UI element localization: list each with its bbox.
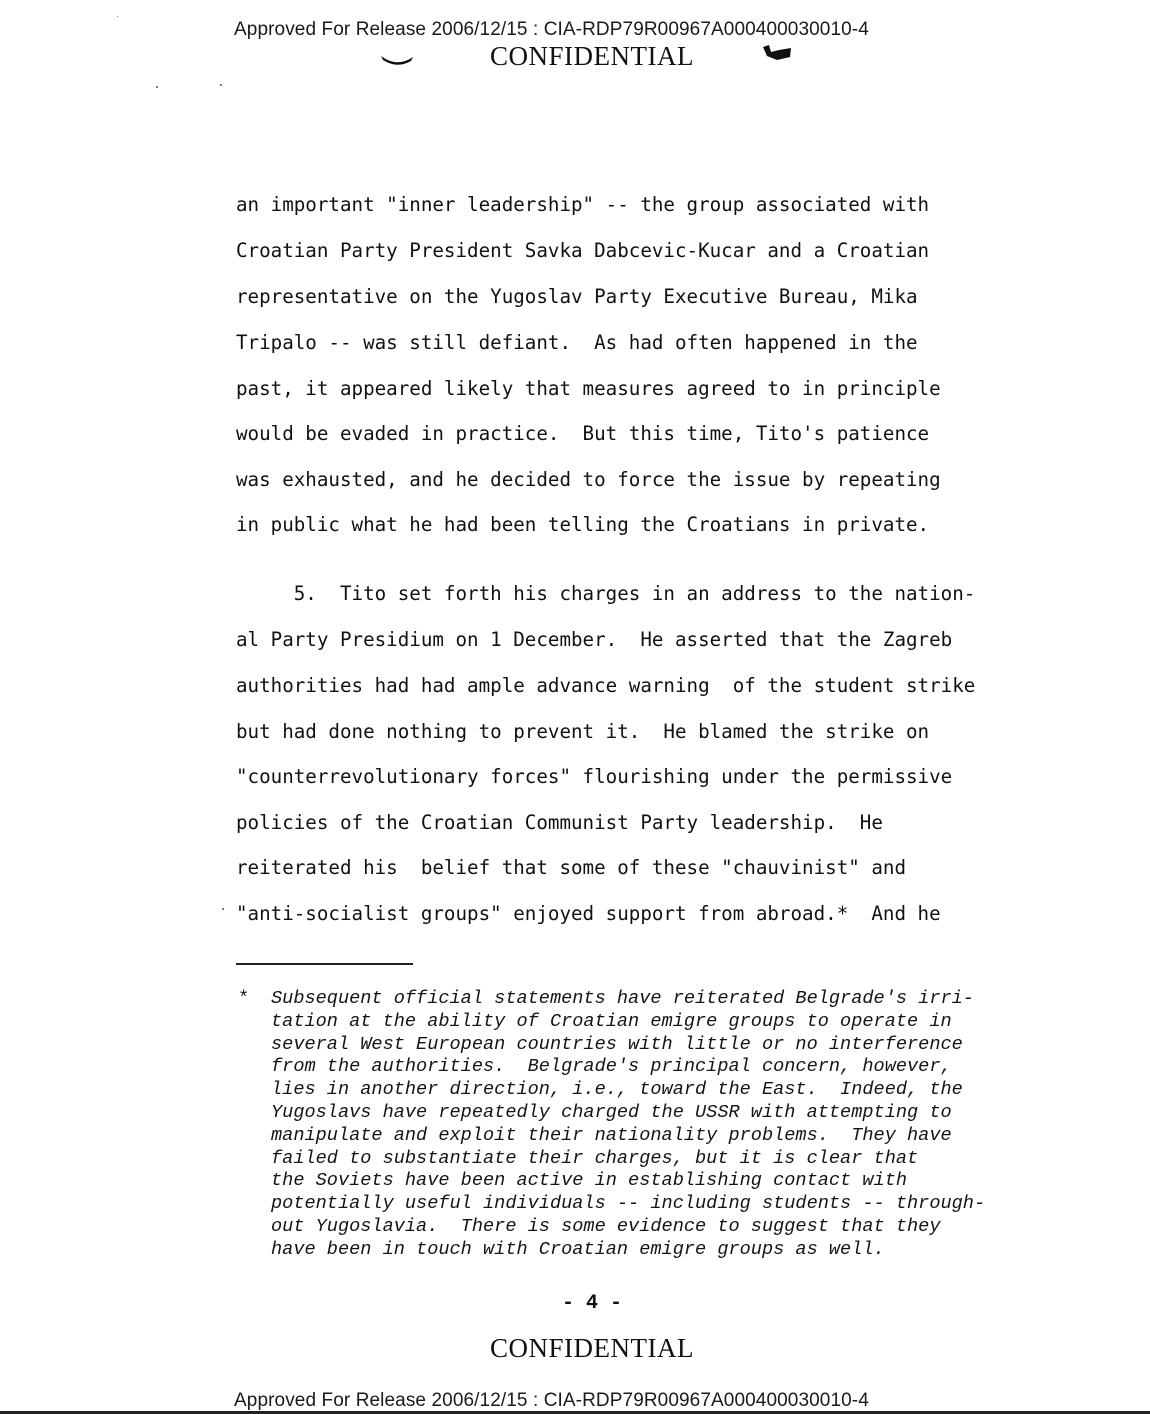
release-stamp-top: Approved For Release 2006/12/15 : CIA-RDP79R00967A000400030010-4	[234, 19, 869, 40]
release-stamp-bottom: Approved For Release 2006/12/15 : CIA-RDP79R00967A000400030010-4	[234, 1390, 869, 1411]
footnote-line: Subsequent official statements have reiterated Belgrade's irri-	[271, 988, 974, 1009]
footnote-line: have been in touch with Croatian emigre groups as well.	[271, 1239, 885, 1260]
classification-header: CONFIDENTIAL	[490, 41, 694, 71]
body-line: but had done nothing to prevent it. He blamed the strike on	[236, 720, 930, 743]
body-line: authorities had had ample advance warning of the student strike	[236, 674, 976, 697]
classification-footer: CONFIDENTIAL	[490, 1333, 694, 1363]
scan-speck	[117, 16, 118, 17]
scan-speck	[220, 84, 222, 86]
footnote-line: lies in another direction, i.e., toward the East. Indeed, the	[271, 1079, 963, 1100]
footnote-line: potentially useful individuals -- including students -- through-	[271, 1193, 986, 1214]
footnote-marker: *	[238, 988, 250, 1009]
body-line: Tripalo -- was still defiant. As had often happened in the	[236, 331, 918, 354]
body-line: an important "inner leadership" -- the group associated with	[236, 193, 930, 216]
footnote-line: manipulate and exploit their nationality problems. They have	[271, 1125, 952, 1146]
footnote-line: the Soviets have been active in establishing contact with	[271, 1170, 908, 1191]
body-line: would be evaded in practice. But this time, Tito's patience	[236, 422, 930, 445]
body-line: "counterrevolutionary forces" flourishing under the permissive	[236, 765, 953, 788]
scan-speck	[156, 86, 158, 88]
footnote-line: tation at the ability of Croatian emigre groups to operate in	[271, 1011, 952, 1032]
footnote-line: several West European countries with little or no interference	[271, 1034, 963, 1055]
body-line: Croatian Party President Savka Dabcevic-Kucar and a Croatian	[236, 239, 930, 262]
ink-mark-left	[380, 54, 414, 68]
footnote-line: from the authorities. Belgrade's principal concern, however,	[271, 1056, 952, 1077]
body-line: reiterated his belief that some of these "chauvinist" and	[236, 856, 907, 879]
footnote-separator	[236, 963, 413, 965]
footnote-line: failed to substantiate their charges, but it is clear that	[271, 1148, 919, 1169]
ink-mark-right	[761, 44, 793, 62]
body-line: al Party Presidium on 1 December. He asserted that the Zagreb	[236, 628, 953, 651]
footnote-line: Yugoslavs have repeatedly charged the USSR with attempting to	[271, 1102, 952, 1123]
body-line: past, it appeared likely that measures agreed to in principle	[236, 377, 941, 400]
body-line: in public what he had been telling the Croatians in private.	[236, 513, 930, 536]
page-number: - 4 -	[561, 1292, 622, 1315]
body-line: "anti-socialist groups" enjoyed support from abroad.* And he	[236, 902, 941, 925]
body-line: representative on the Yugoslav Party Executive Bureau, Mika	[236, 285, 918, 308]
paragraph-5-start: 5. Tito set forth his charges in an address to the nation-	[236, 582, 976, 605]
body-line: was exhausted, and he decided to force the issue by repeating	[236, 468, 941, 491]
scan-speck	[222, 908, 224, 910]
footnote-line: out Yugoslavia. There is some evidence to suggest that they	[271, 1216, 941, 1237]
body-line: policies of the Croatian Communist Party leadership. He	[236, 811, 883, 834]
